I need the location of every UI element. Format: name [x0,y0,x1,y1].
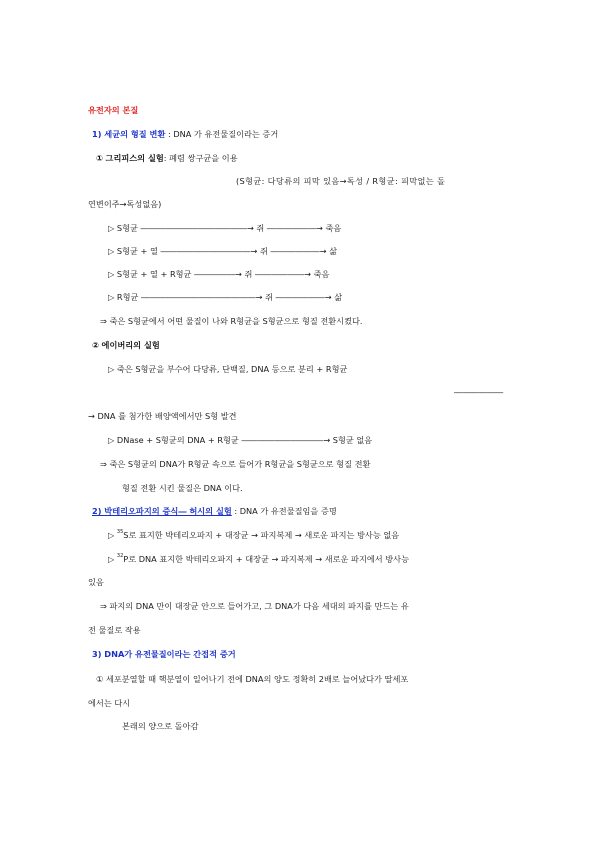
avery-item-2: ▷ DNase + S형균의 DNA + R형균 ――――――――――→ S형균 없음 [108,435,373,445]
griffith-item-1: ▷ S형균 ―――――――――――――→ 쥐 ――――――→ 죽음 [108,223,342,233]
section-1-heading-line [92,128,278,140]
hershey-item-2 [108,553,409,565]
griffith-marker: ① [96,153,103,163]
hershey-item-1-text: S로 표지한 박테리오파지 + 대장균 → 파지복제 → 새로운 파지는 방사능 없음 [123,530,400,540]
hershey-item-1-bullet: ▷ [108,530,117,540]
indirect-evidence-1c: 본래의 양으로 돌아감 [122,721,199,731]
avery-label: 에이버리의 실험 [101,340,160,350]
griffith-item-4: ▷ R형균 ――――――――――――――→ 쥐 ――――――→ 삶 [108,292,343,302]
avery-item-1-cont: → DNA 를 첨가한 배양액에서만 S형 발견 [88,411,237,421]
section-2-heading: 2) 박테리오파지의 증식― 허시의 실험 [92,506,232,516]
hershey-item-1 [108,529,399,541]
avery-conclusion-2: 형질 전환 시킨 물질은 DNA 이다. [122,483,243,493]
phosphorus-isotope-mass: 32 [116,553,124,559]
griffith-item-2: ▷ S형균 + 열 ―――――――――――→ 쥐 ――――――→ 삶 [108,246,338,256]
griffith-label: 그리피스의 실험 [105,153,164,163]
hershey-item-2-text: P로 DNA 표지한 박테리오파지 + 대장균 → 파지복제 → 새로운 파지에서 방사능 [123,554,410,564]
section-2-heading-line [92,505,337,517]
griffith-conclusion: ⇒ 죽은 S형균에서 어떤 물질이 나와 R형균을 S형균으로 형질 전환시켰다. [100,316,363,326]
avery-arrow: ―――――― [454,387,504,397]
indirect-evidence-1a: ① 세포분열할 때 핵분열이 일어나기 전에 DNA의 양도 정확히 2배로 늘어났다가 딸세포 [96,674,409,684]
griffith-rest: : 폐렴 쌍구균을 이용 [163,153,238,163]
griffith-item-3: ▷ S형균 + 열 + R형균 ―――――→ 쥐 ――――――→ 죽음 [108,269,330,279]
hershey-conclusion-1: ⇒ 파지의 DNA 만이 대장균 안으로 들어가고, 그 DNA가 다음 세대의 파지를 만드는 유 [100,601,409,611]
hershey-item-2-bullet: ▷ [108,554,117,564]
section-3-heading-text: 3) DNA가 유전물질이라는 간접적 증거 [92,649,236,659]
hershey-conclusion-2: 전 물질로 작용 [88,625,141,635]
strain-note-line-2: 연변이주→독성없음) [88,199,162,209]
sulfur-isotope-mass: 35 [116,529,124,535]
avery-marker: ② [92,340,99,350]
avery-conclusion-1: ⇒ 죽은 S형균의 DNA가 R형균 속으로 들어가 R형균을 S형균으로 형질 전환 [100,459,371,469]
indirect-evidence-1b: 에서는 다시 [88,698,131,708]
section-2-heading-rest: : DNA 가 유전물질임을 증명 [231,506,337,516]
griffith-heading-line [96,152,238,164]
hershey-item-2-cont: 있음 [88,577,104,587]
document-title: 유전자의 본질 [88,105,139,115]
avery-item-1: ▷ 죽은 S형균을 부수어 다당류, 단백질, DNA 등으로 분리 + R형균 [108,364,348,374]
section-3-heading [92,648,236,660]
strain-note-line-1: (S형균: 다당류의 피막 있음→독성 / R형균: 피막없는 돌 [236,176,446,186]
section-1-heading: 1) 세균의 형질 변환 [92,129,166,139]
section-1-heading-rest: : DNA 가 유전물질이라는 증거 [165,129,279,139]
avery-heading-line [92,339,160,351]
